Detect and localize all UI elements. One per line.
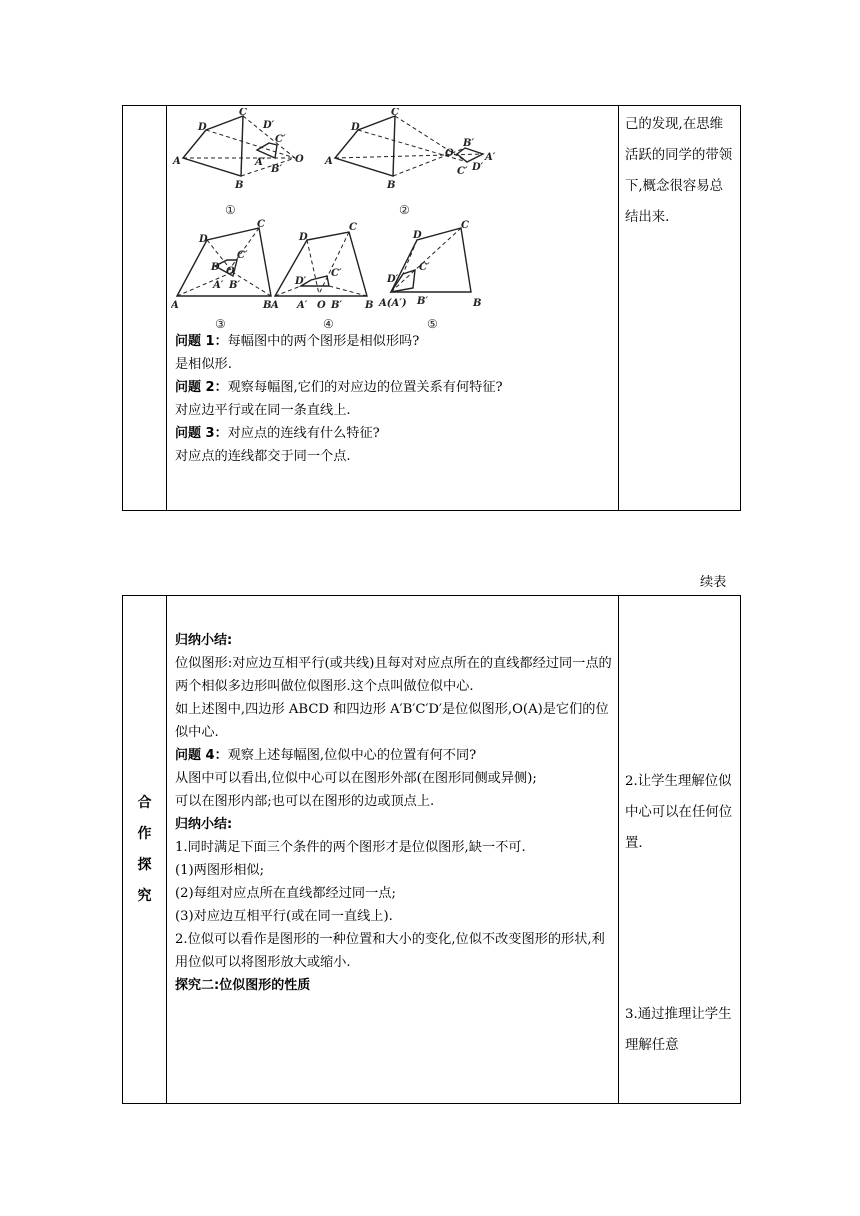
fig5-caption: ⑤ xyxy=(427,317,438,330)
figure-1 xyxy=(172,108,304,217)
fig3-label-0: C xyxy=(257,219,265,230)
design-note-3: 3.通过推理让学生理解任意 xyxy=(625,1007,732,1053)
fig4-label-2: A xyxy=(271,300,279,311)
summary-title-1: 归纳小结: xyxy=(175,633,233,648)
fig2-label-5: B′ xyxy=(463,138,475,149)
content-cell xyxy=(167,596,619,1104)
fig2-label-7: C′ xyxy=(457,166,468,177)
fig5-label-0: C xyxy=(461,220,469,231)
lesson-table-bottom xyxy=(122,595,741,1104)
continued-label: 续表 xyxy=(700,575,727,590)
question-3: 问题 3：对应点的连线有什么特征? xyxy=(175,426,380,441)
notes-cell xyxy=(619,596,741,1104)
fig1-label-1: D xyxy=(198,122,207,133)
fig3-label-4: D′ xyxy=(211,262,223,273)
fig1-label-4: D′ xyxy=(263,120,275,131)
fig2-label-0: C xyxy=(391,108,399,118)
fig2-caption: ② xyxy=(399,203,410,217)
design-note-1: 己的发现,在思维活跃的同学的带领下,概念很容易总结出来. xyxy=(625,117,733,225)
fig2-label-2: A xyxy=(325,156,333,167)
fig1-caption: ① xyxy=(225,203,236,217)
figure-4 xyxy=(270,222,373,330)
example-text: 如上述图中,四边形 ABCD 和四边形 A′B′C′D′是位似图形,O(A)是它们的位似中心. xyxy=(175,702,609,740)
fig3-label-5: C′ xyxy=(237,250,248,261)
definition-text: 位似图形:对应边互相平行(或共线)且每对对应点所在的直线都经过同一点的两个相似多边形叫做位似图形.这个点叫做位似中心. xyxy=(175,656,612,694)
point-2: 2.位似可以看作是图形的一种位置和大小的变化,位似不改变图形的形状,利用位似可以将图形放大或缩小. xyxy=(175,932,605,970)
fig5-label-4: C′ xyxy=(419,262,430,273)
fig3-label-3: B xyxy=(263,300,272,311)
fig4-label-5: D′ xyxy=(295,276,307,287)
answer-4-line1: 从图中可以看出,位似中心可以在图形外部(在图形同侧或异侧); xyxy=(175,771,537,786)
fig3-label-2: A xyxy=(171,300,179,311)
fig4-label-4: C′ xyxy=(331,268,342,279)
fig5-label-2: A(A′) xyxy=(379,298,407,309)
fig4-label-6: A′ xyxy=(297,300,308,311)
answer-2: 对应边平行或在同一条直线上. xyxy=(175,403,351,418)
fig2-label-3: B xyxy=(387,180,396,191)
question-4: 问题 4：观察上述每幅图,位似中心的位置有何不同? xyxy=(175,748,477,763)
answer-3: 对应点的连线都交于同一个点. xyxy=(175,449,351,464)
condition-3: (3)对应边互相平行(或在同一直线上). xyxy=(175,909,393,924)
fig3-label-7: A′ xyxy=(213,280,224,291)
answer-4-line2: 可以在图形内部;也可以在图形的边或顶点上. xyxy=(175,794,435,809)
point-1: 1.同时满足下面三个条件的两个图形才是位似图形,缺一不可. xyxy=(175,840,526,855)
explore-2-title: 探究二:位似图形的性质 xyxy=(175,978,311,993)
fig1-label-8: O xyxy=(295,154,304,165)
fig1-label-2: A xyxy=(173,156,181,167)
fig5-label-3: B xyxy=(473,298,482,309)
question-1: 问题 1：每幅图中的两个图形是相似形吗? xyxy=(175,334,420,349)
section-label-cooperative-inquiry: 合 作 探 究 xyxy=(123,596,167,1104)
section-label-cell xyxy=(123,106,167,511)
fig1-label-0: C xyxy=(239,108,247,118)
design-note-2: 2.让学生理解位似中心可以在任何位置. xyxy=(625,774,733,851)
fig5-label-6: B′ xyxy=(417,296,429,307)
notes-cell xyxy=(619,106,741,511)
answer-1: 是相似形. xyxy=(175,357,232,372)
fig5-label-5: D′ xyxy=(387,274,399,285)
fig1-label-3: B xyxy=(235,180,244,191)
fig5-label-1: D xyxy=(413,230,422,241)
fig2-label-1: D xyxy=(351,122,360,133)
fig3-label-1: D xyxy=(199,234,208,245)
fig3-caption: ③ xyxy=(215,317,226,330)
fig1-label-6: A′ xyxy=(255,157,266,168)
fig4-label-3: B xyxy=(365,300,374,311)
fig2-label-4: O xyxy=(445,148,454,159)
fig4-label-1: D xyxy=(299,232,308,243)
figure-3 xyxy=(171,219,271,330)
fig3-label-6: O xyxy=(226,266,235,277)
fig2-label-8: D′ xyxy=(472,162,484,173)
fig1-label-5: C′ xyxy=(275,134,286,145)
fig2-label-6: A′ xyxy=(485,152,496,163)
content-cell xyxy=(167,106,619,511)
fig4-label-8: B′ xyxy=(331,300,343,311)
fig4-caption: ④ xyxy=(323,317,334,330)
figure-2 xyxy=(324,108,496,217)
condition-1: (1)两图形相似; xyxy=(175,863,265,878)
condition-2: (2)每组对应点所在直线都经过同一点; xyxy=(175,886,396,901)
fig4-label-0: C xyxy=(349,222,357,233)
fig4-label-7: O xyxy=(317,300,326,311)
fig3-label-8: B′ xyxy=(229,280,241,291)
lesson-table-top xyxy=(122,105,741,511)
figure-5 xyxy=(378,220,481,330)
similar-figures-diagram xyxy=(171,108,612,330)
question-2: 问题 2：观察每幅图,它们的对应边的位置关系有何特征? xyxy=(175,380,503,395)
fig1-label-7: B′ xyxy=(271,164,283,175)
summary-title-2: 归纳小结: xyxy=(175,817,233,832)
